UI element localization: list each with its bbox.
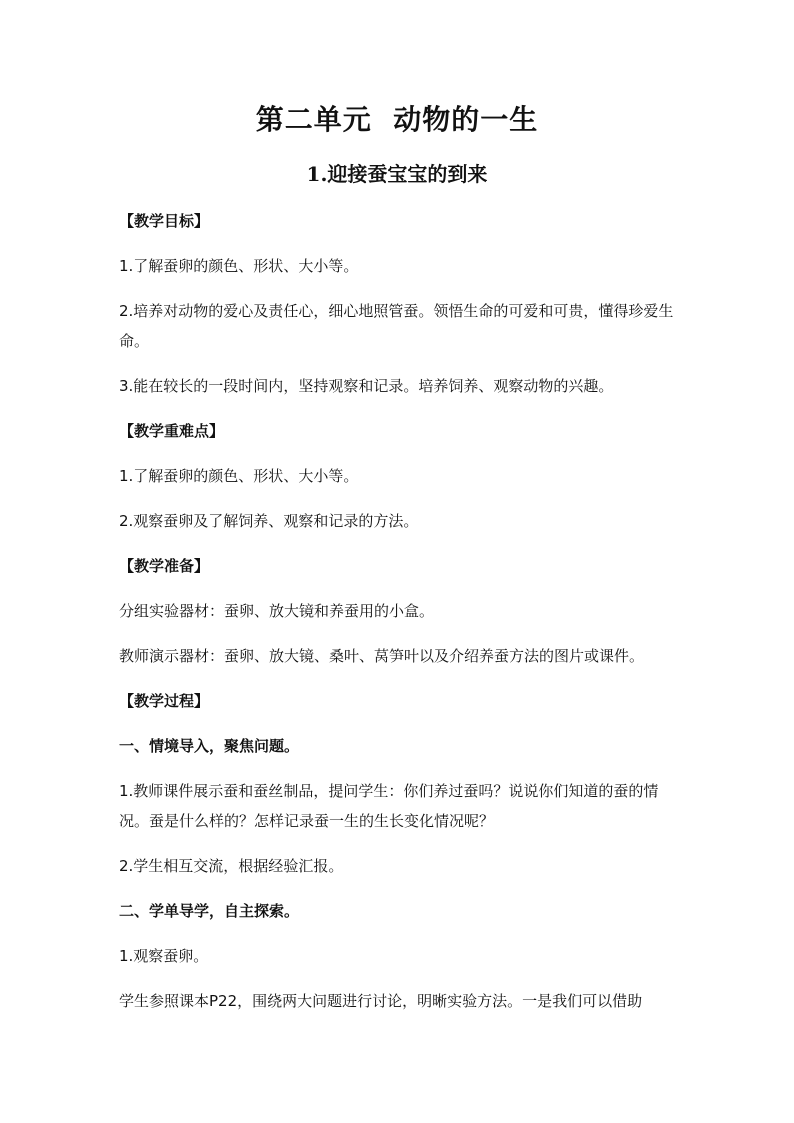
body-paragraph: 3.能在较长的一段时间内，坚持观察和记录。培养饲养、观察动物的兴趣。 — [119, 377, 614, 395]
body-paragraph: 1.教师课件展示蚕和蚕丝制品，提问学生：你们养过蚕吗？说说你们知道的蚕的情况。蚕是什么样的？怎样记录蚕一生的生长变化情况呢？ — [119, 782, 659, 830]
body-paragraph: 分组实验器材：蚕卵、放大镜和养蚕用的小盒。 — [119, 602, 435, 620]
unit-title: 第二单元 动物的一生 — [255, 103, 539, 136]
section-heading: 【教学准备】 — [119, 557, 210, 575]
section-heading: 一、情境导入，聚焦问题。 — [119, 737, 300, 755]
body-paragraph: 1.了解蚕卵的颜色、形状、大小等。 — [119, 257, 359, 275]
body-paragraph: 学生参照课本P22，围绕两大问题进行讨论，明晰实验方法。一是我们可以借助 — [119, 992, 643, 1010]
body-paragraph: 1.观察蚕卵。 — [119, 947, 209, 965]
section-heading: 二、学单导学，自主探索。 — [119, 902, 300, 920]
section-heading: 【教学重难点】 — [119, 422, 225, 440]
body-paragraph: 教师演示器材：蚕卵、放大镜、桑叶、莴笋叶以及介绍养蚕方法的图片或课件。 — [119, 647, 645, 665]
section-heading: 【教学过程】 — [119, 692, 210, 710]
body-paragraph: 2.学生相互交流，根据经验汇报。 — [119, 857, 344, 875]
body-paragraph: 2.观察蚕卵及了解饲养、观察和记录的方法。 — [119, 512, 419, 530]
body-paragraph: 2.培养对动物的爱心及责任心，细心地照管蚕。领悟生命的可爱和可贵，懂得珍爱生命。 — [119, 302, 674, 350]
lesson-title: 1.迎接蚕宝宝的到来 — [306, 162, 488, 186]
body-paragraph: 1.了解蚕卵的颜色、形状、大小等。 — [119, 467, 359, 485]
lesson-body — [119, 206, 679, 1016]
section-heading: 【教学目标】 — [119, 212, 210, 230]
